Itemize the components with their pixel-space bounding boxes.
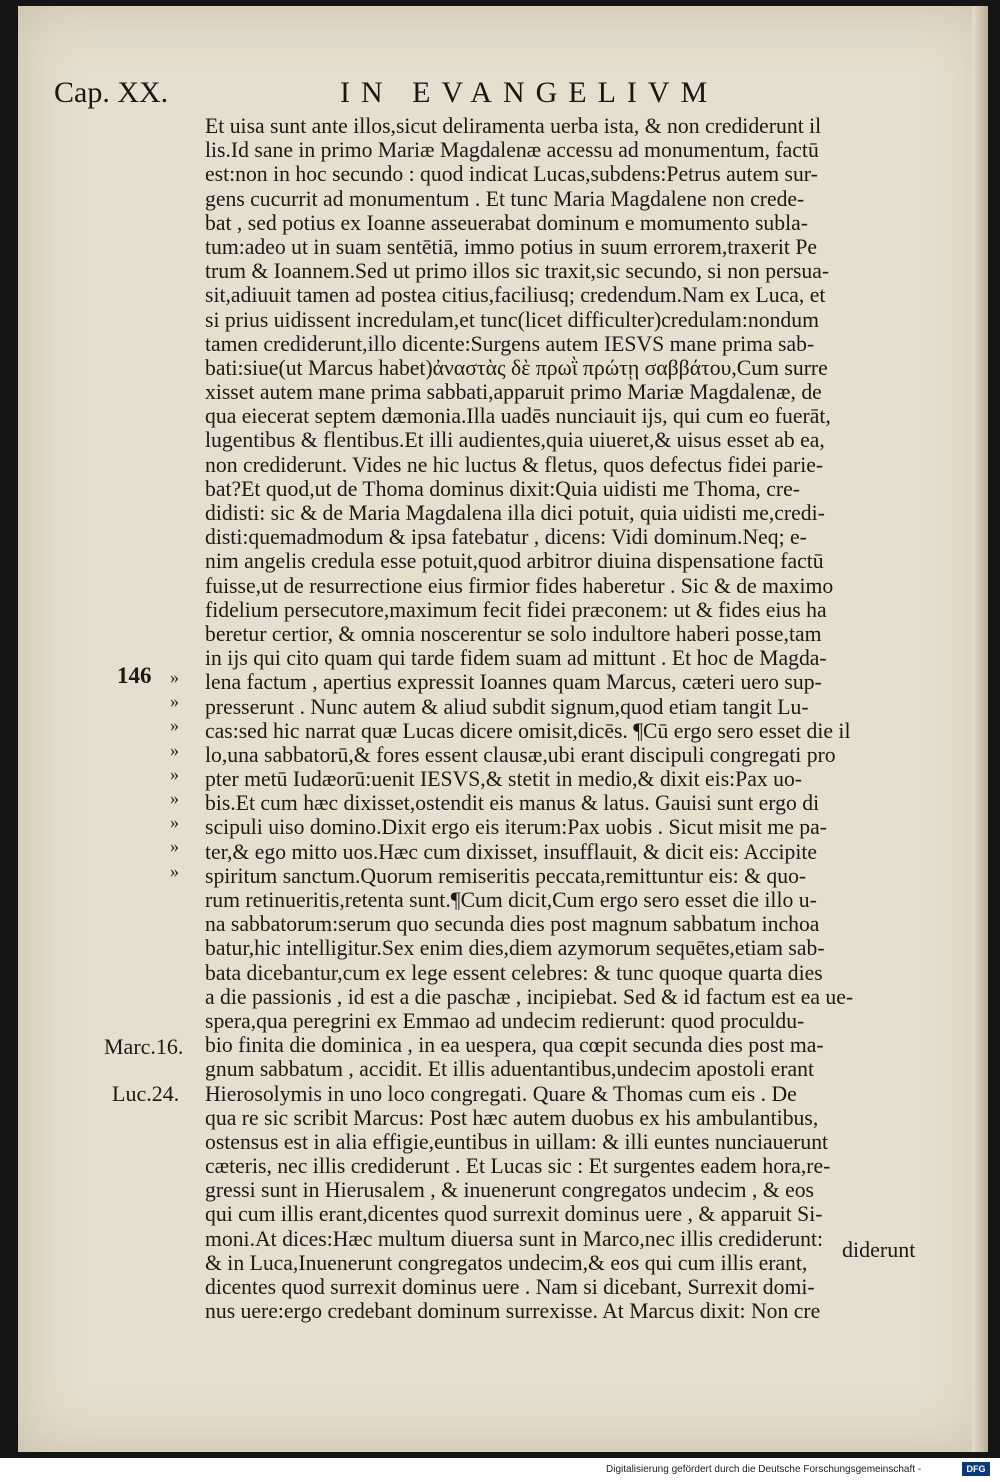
text-line: fuisse,ut de resurrectione eius firmior fides haberetur . Sic & de maximo xyxy=(205,573,834,598)
quote-marker: » xyxy=(170,860,178,881)
text-line: disti:quemadmodum & ipsa fatebatur , dicens: Vidi dominum.Neq; e- xyxy=(205,525,807,550)
text-line: spera,qua peregrini ex Emmao ad undecim redierunt: quod proculdu- xyxy=(205,1008,805,1033)
text-line: lo,una sabbatorū,& fores essent clausæ,ubi erant discipuli congregati pro xyxy=(205,742,836,767)
quote-marker: » xyxy=(170,691,178,712)
text-line: fidelium persecutore,maximum fecit fidei præconem: ut & fides eius ha xyxy=(205,597,827,622)
text-line: didisti: sic & de Maria Magdalena illa dici potuit, quia uidisti me,credi- xyxy=(205,501,825,525)
text-line: ostensus est in alia effigie,euntibus in uillam: & illi euntes nunciauerunt xyxy=(205,1129,829,1154)
text-line: cas:sed hic narrat quæ Lucas dicere omisit,dicēs. ¶Cū ergo sero esset die il xyxy=(205,718,851,743)
text-line: dicentes quod surrexit dominus uere . Nam si dicebant, Surrexit domi- xyxy=(205,1275,815,1299)
text-line: scipuli uiso domino.Dixit ergo eis iterum:Pax uobis . Sicut misit me pa- xyxy=(205,815,827,840)
text-line: lena factum , apertius expressit Ioannes quam Marcus, cæteri uero sup- xyxy=(205,670,822,695)
text-line: spiritum sanctum.Quorum remiseritis peccata,remittuntur eis: & quo- xyxy=(205,863,807,888)
text-line: qua eiecerat septem dæmonia.Illa uadēs nunciauit ijs, qui cum eo fuerāt, xyxy=(205,404,831,429)
text-line: gnum sabbatum , accidit. Et illis aduentantibus,undecim apostoli erant xyxy=(205,1057,815,1082)
text-line: est:non in hoc secundo : quod indicat Lucas,subdens:Petrus autem sur- xyxy=(205,162,818,187)
text-line: gens cucurrit ad monumentum . Et tunc Maria Magdalene non crede- xyxy=(205,186,805,211)
text-line: beretur certior, & omnia noscerentur se solo indultore haberi posse,tam xyxy=(205,621,822,646)
text-line: si prius uidissent incredulam,et tunc(licet difficulter)credulam:nondum xyxy=(205,307,819,332)
text-line: bat , sed potius ex Ioanne asseuerabat dominum e momumento subla- xyxy=(205,210,808,235)
text-line: bati:siue(ut Marcus habet)ἀναστὰς δὲ πρωῒ πρώτῃ σαββάτου,Cum surre xyxy=(205,355,828,380)
running-header-chapter: Cap. XX. xyxy=(54,76,169,109)
text-line: qui cum illis erant,dicentes quod surrexit dominus uere , & apparuit Si- xyxy=(205,1202,823,1227)
text-line: bio finita die dominica , in ea uespera, qua cœpit secunda dies post ma- xyxy=(205,1033,824,1058)
text-line: nim angelis credula esse potuit,quod arbitror diuina dispensatione factū xyxy=(205,549,824,574)
text-line: moni.At dices:Hæc multum diuersa sunt in Marco,nec illis crediderunt: xyxy=(205,1226,824,1251)
text-line: qua re sic scribit Marcus: Post hæc autem duobus ex his ambulantibus, xyxy=(205,1105,819,1130)
text-line: na sabbatorum:serum quo secunda dies post magnum sabbatum inchoa xyxy=(205,912,820,937)
dfg-logo: DFG xyxy=(962,1462,990,1476)
text-line: batur,hic intelligitur.Sex enim dies,diem azymorum sequētes,etiam sab- xyxy=(205,936,825,961)
text-line: lugentibus & flentibus.Et illi audientes,quia uiueret,& uisus esset ab ea, xyxy=(205,428,825,453)
quote-marker: » xyxy=(170,739,178,760)
text-line: Hierosolymis in uno loco congregati. Quare & Thomas cum eis . De xyxy=(205,1081,797,1106)
text-line: bis.Et cum hæc dixisset,ostendit eis manus & latus. Gauisi sunt ergo di xyxy=(205,791,820,816)
text-line: gressi sunt in Hierusalem , & inuenerunt congregatos undecim , & eos xyxy=(205,1178,815,1203)
quote-marker: » xyxy=(170,763,178,784)
text-line: lis.Id sane in primo Mariæ Magdalenæ accessu ad monumentum, factū xyxy=(205,138,819,163)
margin-reference-lucas: Luc.24. xyxy=(112,1081,180,1106)
text-line: pter metū Iudæorū:uenit IESVS,& stetit in medio,& dixit eis:Pax uo- xyxy=(205,767,803,792)
text-line: xisset autem mane prima sabbati,apparuit primo Mariæ Magdalenæ, de xyxy=(205,380,822,405)
quote-marker: » xyxy=(170,812,178,833)
text-line: in ijs qui cito quam qui tarde fidem suam ad mittunt . Et hoc de Magda- xyxy=(205,646,827,671)
quote-marker: » xyxy=(170,667,178,687)
digitization-credit: Digitalisierung gefördert durch die Deutsche Forschungsgemeinschaft - xyxy=(606,1464,922,1475)
text-line: rum retinueritis,retenta sunt.¶Cum dicit,Cum ergo sero esset die illo u- xyxy=(205,888,817,912)
text-line: cæteris, nec illis crediderunt . Et Lucas sic : Et surgentes eadem hora,re- xyxy=(205,1154,831,1179)
quote-marker: » xyxy=(170,788,178,808)
text-line: trum & Ioannem.Sed ut primo illos sic traxit,sic secundo, si non persua- xyxy=(205,259,830,284)
text-line: nus uere:ergo credebant dominum surrexisse. At Marcus dixit: Non cre xyxy=(205,1299,821,1324)
margin-section-number: 146 xyxy=(117,663,152,688)
text-line: tum:adeo ut in suam sentētiā, immo potius in suum errorem,traxerit Pe xyxy=(205,234,818,259)
text-line: Et uisa sunt ante illos,sicut deliramenta uerba ista, & non crediderunt il xyxy=(205,114,822,138)
text-line: ter,& ego mitto uos.Hæc cum dixisset, insufflauit, & dicit eis: Accipite xyxy=(205,839,818,864)
text-line: a die passionis , id est a die paschæ , incipiebat. Sed & id factum est ea ue- xyxy=(205,984,854,1009)
text-line: non crediderunt. Vides ne hic luctus & fletus, quos defectus fidei parie- xyxy=(205,452,824,477)
text-line: & in Luca,Inuenerunt congregatos undecim,& eos qui cum illis erant, xyxy=(205,1250,808,1275)
text-line: bata dicebantur,cum ex lege essent celebres: & tunc quoque quarta dies xyxy=(205,960,823,985)
text-line: presserunt . Nunc autem & aliud subdit signum,quod etiam tangit Lu- xyxy=(205,694,809,719)
quote-marker: » xyxy=(170,715,178,736)
margin-reference-marcus: Marc.16. xyxy=(104,1034,184,1059)
text-line: sit,adiuuit tamen ad postea citius,faciliusq; credendum.Nam ex Luca, et xyxy=(205,283,826,308)
catchword: diderunt xyxy=(842,1237,916,1262)
running-header-title: IN EVANGELIVM xyxy=(340,76,719,109)
text-line: bat?Et quod,ut de Thoma dominus dixit:Quia uidisti me Thoma, cre- xyxy=(205,476,800,501)
body-text xyxy=(205,114,915,1323)
quote-marker: » xyxy=(170,836,178,857)
text-line: tamen crediderunt,illo dicente:Surgens autem IESVS mane prima sab- xyxy=(205,331,815,356)
page-gutter-shadow xyxy=(972,6,988,1452)
